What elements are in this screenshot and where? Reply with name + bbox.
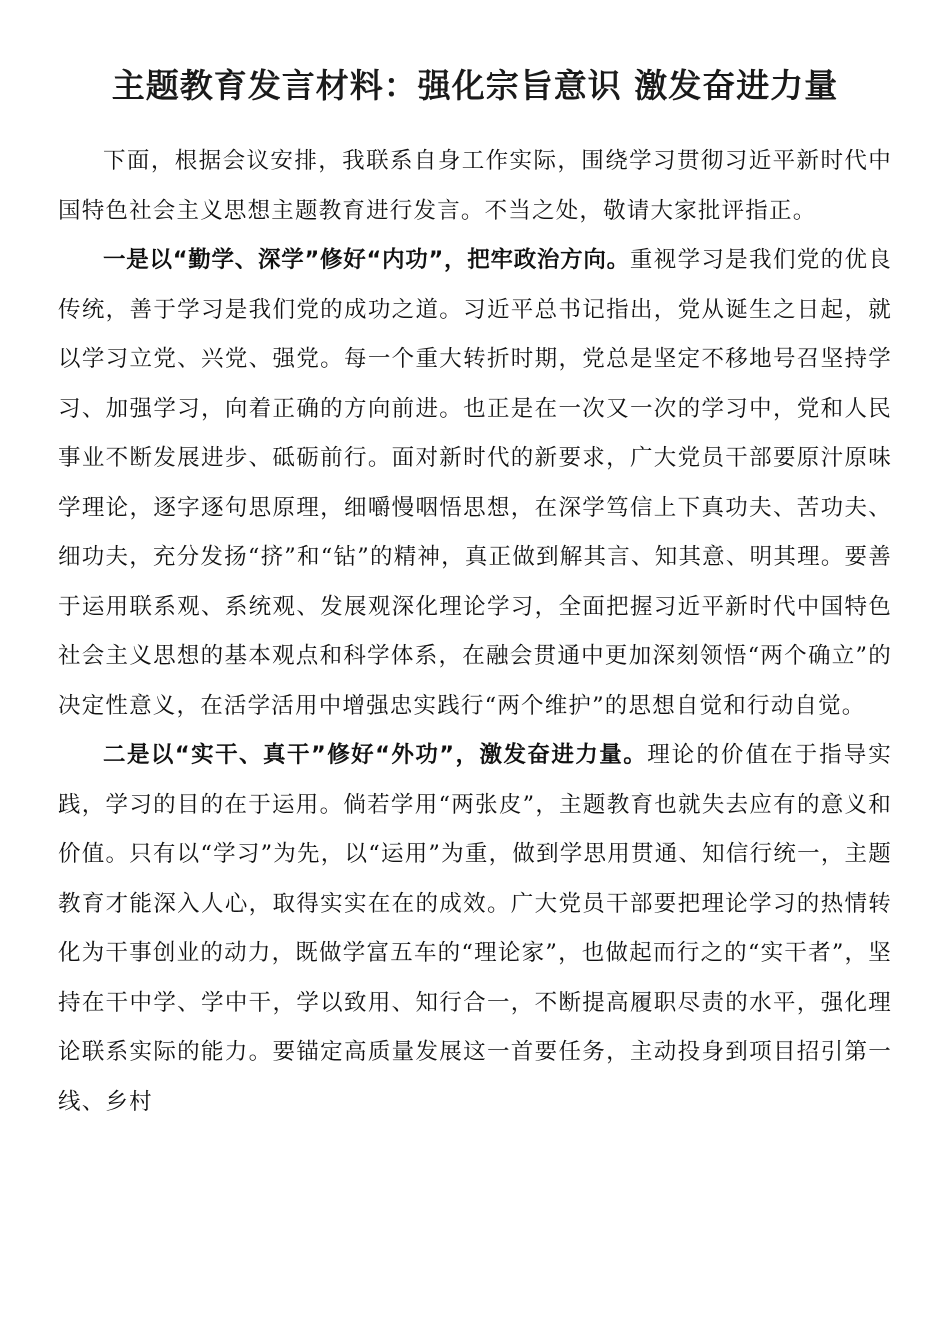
document-body — [58, 137, 892, 1127]
paragraph-text: 重视学习是我们党的优良传统，善于学习是我们党的成功之道。习近平总书记指出，党从诞生之日起，就以学习立党、兴党、强党。每一个重大转折时期，党总是坚定不移地号召坚持学习、加强学习，向着正确的方向前进。也正是在一次又一次的学习中，党和人民事业不断发展进步、砥砺前行。面对新时代的新要求，广大党员干部要原汁原味学理论，逐字逐句思原理，细嚼慢咽悟思想，在深学笃信上下真功夫、苦功夫、细功夫，充分发扬“挤”和“钻”的精神，真正做到解其言、知其意、明其理。要善于运用联系观、系统观、发展观深化理论学习，全面把握习近平新时代中国特色社会主义思想的基本观点和科学体系，在融会贯通中更加深刻领悟“两个确立”的决定性意义，在活学活用中增强忠实践行“两个维护”的思想自觉和行动自觉。 — [58, 247, 892, 719]
paragraph-intro — [58, 137, 892, 236]
paragraph-text: 下面，根据会议安排，我联系自身工作实际，围绕学习贯彻习近平新时代中国特色社会主义思想主题教育进行发言。不当之处，敬请大家批评指正。 — [58, 148, 892, 224]
document-title: 主题教育发言材料：强化宗旨意识 激发奋进力量 — [111, 66, 839, 105]
paragraph-lead-heading: 二是以“实干、真干”修好“外功”，激发奋进力量。 — [103, 742, 648, 768]
paragraph-point-one — [58, 236, 892, 731]
paragraph-text: 理论的价值在于指导实践，学习的目的在于运用。倘若学用“两张皮”，主题教育也就失去应有的意义和价值。只有以“学习”为先，以“运用”为重，做到学思用贯通、知信行统一，主题教育才能深入人心，取得实实在在的成效。广大党员干部要把理论学习的热情转化为干事创业的动力，既做学富五车的“理论家”，也做起而行之的“实干者”，坚持在干中学、学中干，学以致用、知行合一，不断提高履职尽责的水平，强化理论联系实际的能力。要锚定高质量发展这一首要任务，主动投身到项目招引第一线、乡村 — [58, 742, 892, 1115]
paragraph-point-two — [58, 731, 892, 1127]
paragraph-lead-heading: 一是以“勤学、深学”修好“内功”，把牢政治方向。 — [103, 247, 630, 273]
